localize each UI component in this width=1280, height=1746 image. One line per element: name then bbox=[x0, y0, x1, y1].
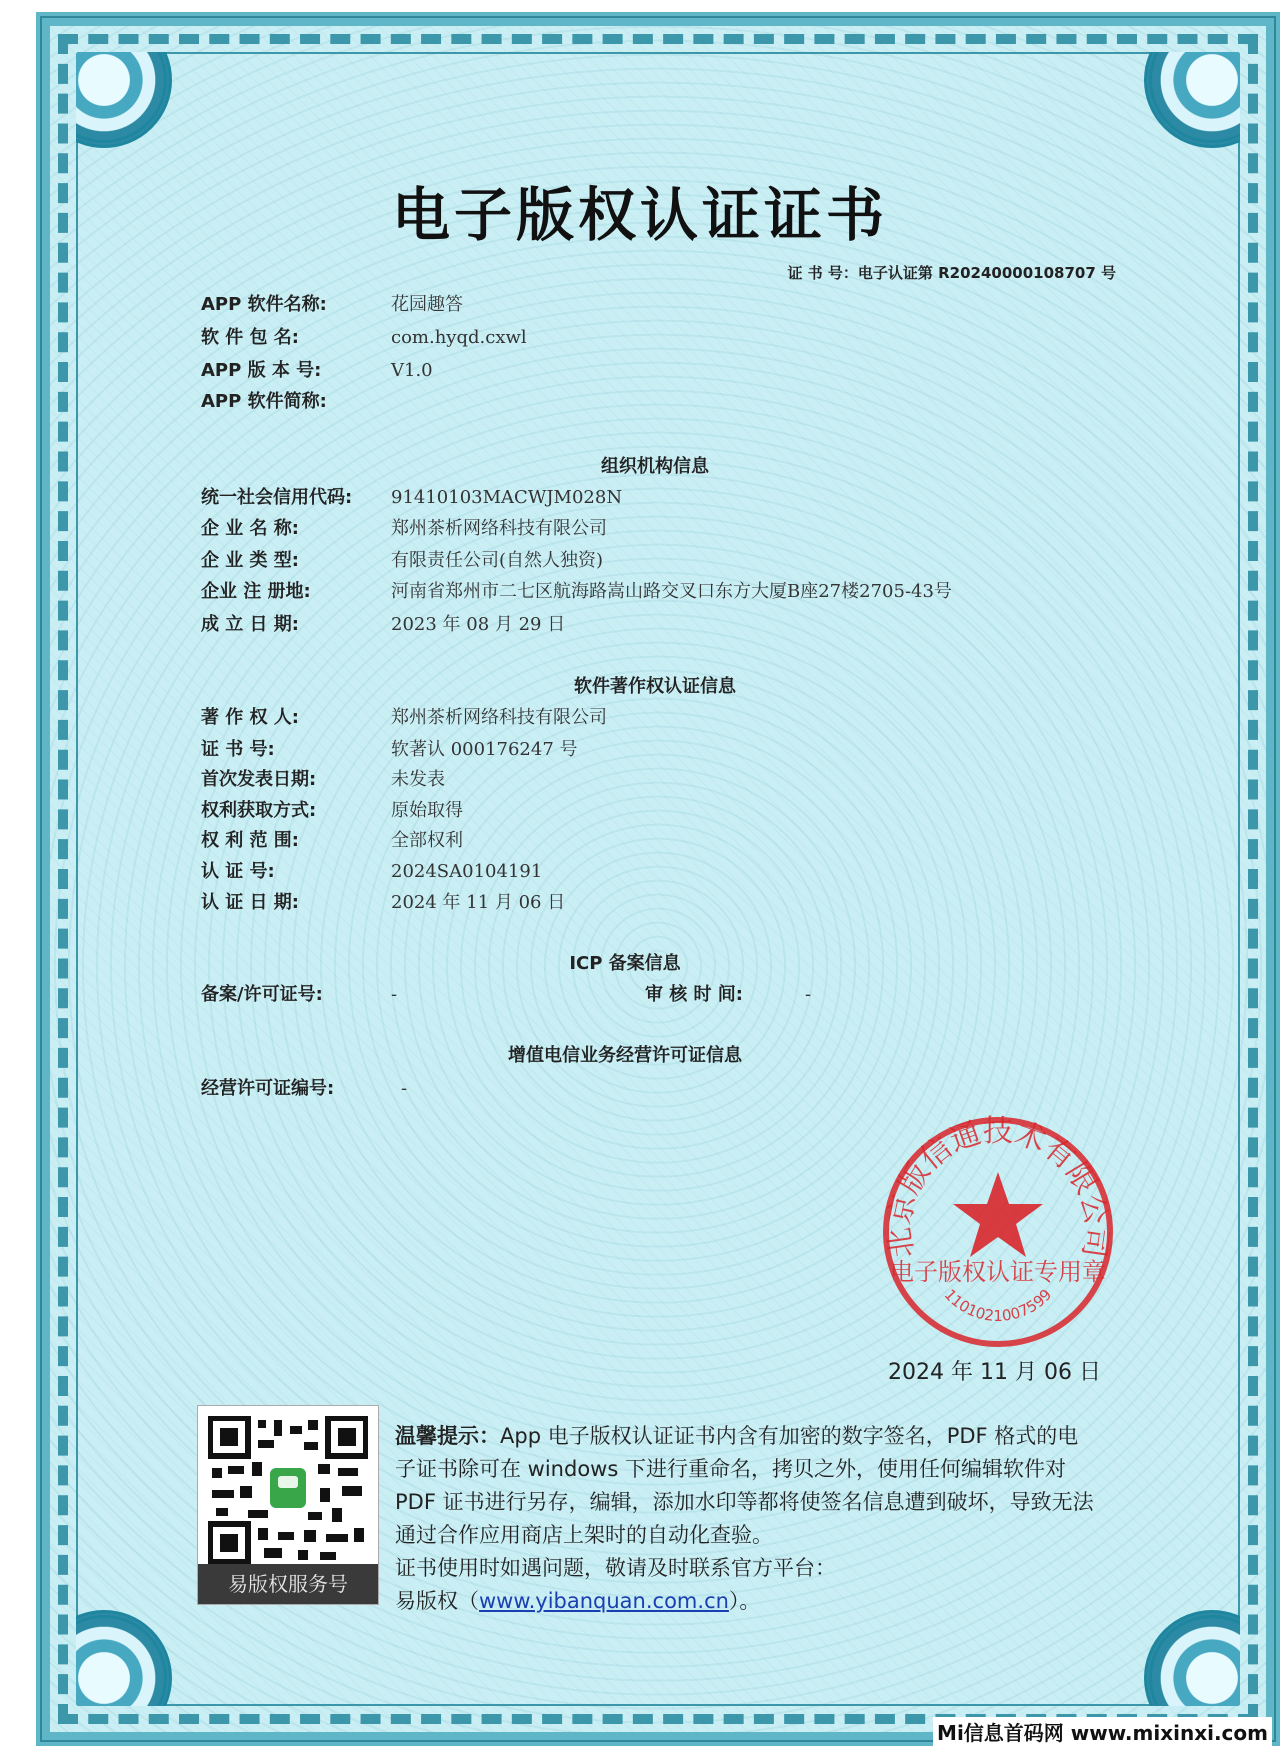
field-value: 花园趣答 bbox=[391, 294, 463, 315]
field-value: - bbox=[391, 984, 398, 1005]
field-label: APP 版 本 号: bbox=[201, 360, 322, 381]
copyright-owner-row bbox=[201, 703, 607, 729]
field-label: 首次发表日期: bbox=[201, 769, 317, 790]
seal-purpose: 电子版权认证专用章 bbox=[890, 1258, 1106, 1286]
field-label: 权利获取方式: bbox=[201, 800, 317, 821]
icp-section-title: ICP 备案信息 bbox=[569, 953, 681, 974]
copyright-section-title: 软件著作权认证信息 bbox=[574, 676, 736, 697]
qr-code-icon bbox=[208, 1416, 368, 1564]
rights-acquisition-row bbox=[201, 796, 463, 822]
certification-number-row bbox=[201, 857, 542, 883]
field-value: 全部权利 bbox=[391, 830, 463, 851]
field-value: 2023 年 08 月 29 日 bbox=[391, 614, 566, 635]
field-value: 原始取得 bbox=[391, 800, 463, 821]
first-publish-date-row bbox=[201, 765, 445, 791]
field-value: 未发表 bbox=[391, 769, 445, 790]
field-label: 证 书 号: bbox=[201, 739, 275, 760]
platform-suffix: ）。 bbox=[728, 1589, 761, 1613]
credit-code-row bbox=[201, 483, 622, 509]
field-label: 认 证 日 期: bbox=[201, 892, 299, 913]
telecom-license-row bbox=[201, 1074, 407, 1100]
registered-address-row bbox=[201, 577, 952, 603]
icp-review-row bbox=[645, 980, 811, 1006]
notice-contact-line: 证书使用时如遇问题，敬请及时联系官方平台： bbox=[395, 1556, 836, 1580]
field-label: 软 件 包 名: bbox=[201, 327, 299, 348]
notice-heading: 温馨提示： bbox=[395, 1424, 500, 1448]
field-value: 91410103MACWJM028N bbox=[391, 487, 623, 508]
copyright-cert-number-row bbox=[201, 735, 578, 761]
field-label: 经营许可证编号: bbox=[201, 1078, 335, 1099]
field-value: com.hyqd.cxwl bbox=[391, 327, 527, 348]
platform-link[interactable]: www.yibanquan.com.cn bbox=[479, 1589, 729, 1613]
field-value: - bbox=[805, 984, 812, 1005]
field-value: 河南省郑州市二七区航海路嵩山路交叉口东方大厦B座27楼2705-43号 bbox=[391, 581, 952, 602]
company-type-row bbox=[201, 546, 603, 572]
company-name-row bbox=[201, 514, 607, 540]
certification-date-row bbox=[201, 888, 565, 914]
field-value: - bbox=[401, 1078, 408, 1099]
field-label: 权 利 范 围: bbox=[201, 830, 299, 851]
field-value: 有限责任公司(自然人独资) bbox=[391, 550, 604, 571]
field-value: 2024 年 11 月 06 日 bbox=[391, 892, 566, 913]
qr-code-card bbox=[197, 1405, 379, 1605]
field-label: 审 核 时 间: bbox=[645, 984, 743, 1005]
notice-block bbox=[395, 1420, 1095, 1618]
telecom-section-title: 增值电信业务经营许可证信息 bbox=[508, 1045, 742, 1066]
notice-text: App 电子版权认证证书内含有加密的数字签名，PDF 格式的电子证书除可在 windows 下进行重命名，拷贝之外，使用任何编辑软件对 PDF 证书进行另存，编辑，添加水印等都将使签名信息遭到破坏，导致无法通过合作应用商店上架时的自动化查验。 bbox=[395, 1424, 1094, 1547]
founding-date-row bbox=[201, 610, 565, 636]
field-label: 企 业 名 称: bbox=[201, 518, 299, 539]
field-label: 认 证 号: bbox=[201, 861, 275, 882]
field-value: 郑州茶析网络科技有限公司 bbox=[391, 518, 607, 539]
field-value: 软著认 000176247 号 bbox=[391, 739, 578, 760]
field-value: V1.0 bbox=[391, 360, 433, 381]
official-seal-icon bbox=[878, 1112, 1118, 1352]
field-label: APP 软件名称: bbox=[201, 294, 327, 315]
platform-prefix: 易版权（ bbox=[395, 1589, 479, 1613]
field-label: 企 业 类 型: bbox=[201, 550, 299, 571]
field-label: 企业 注 册地: bbox=[201, 581, 311, 602]
app-name-row bbox=[201, 290, 463, 316]
field-label: 统一社会信用代码: bbox=[201, 487, 353, 508]
field-value: 2024SA0104191 bbox=[391, 861, 543, 882]
package-name-row bbox=[201, 323, 527, 349]
certificate-number: 证 书 号：电子认证第 R20240000108707 号 bbox=[787, 264, 1116, 282]
field-label: 备案/许可证号: bbox=[201, 984, 323, 1005]
seal-code: 1101021007599 bbox=[940, 1285, 1056, 1325]
org-section-title: 组织机构信息 bbox=[601, 456, 709, 477]
rights-scope-row bbox=[201, 826, 463, 852]
version-row bbox=[201, 356, 433, 382]
corner-ornament-icon bbox=[1070, 1536, 1240, 1706]
field-value: 郑州茶析网络科技有限公司 bbox=[391, 707, 607, 728]
site-watermark: Mi信息首码网 www.mixinxi.com bbox=[933, 1717, 1272, 1746]
svg-text:1101021007599 bbox=[941, 1286, 1056, 1325]
qr-caption: 易版权服务号 bbox=[198, 1564, 378, 1604]
field-label: APP 软件简称: bbox=[201, 391, 327, 412]
app-short-name-row bbox=[201, 387, 391, 413]
icp-license-row bbox=[201, 980, 397, 1006]
field-label: 著 作 权 人: bbox=[201, 707, 299, 728]
seal-org-name: 北京版信通技术有限公司 bbox=[882, 1114, 1114, 1260]
issue-date: 2024 年 11 月 06 日 bbox=[888, 1360, 1101, 1385]
field-label: 成 立 日 期: bbox=[201, 614, 299, 635]
certificate-title: 电子版权认证证书 bbox=[391, 181, 888, 249]
